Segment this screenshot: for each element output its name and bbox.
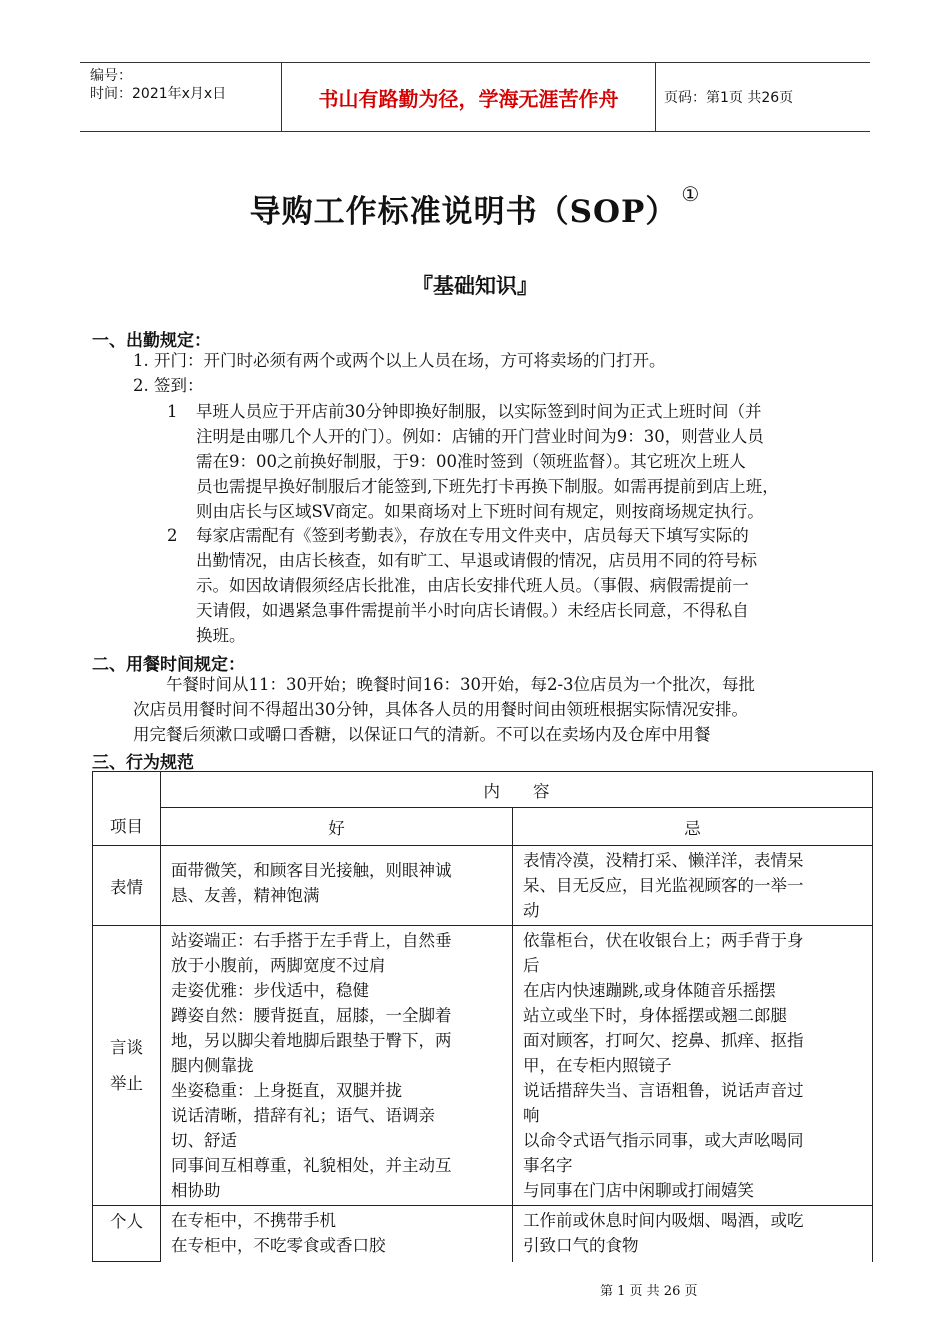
bad-line: 引致口气的食物 xyxy=(523,1236,639,1255)
header-item-cell: 项目 xyxy=(93,772,161,846)
good-line: 腿内侧靠拢 xyxy=(171,1056,254,1075)
sub2-line: 换班。 xyxy=(196,626,246,645)
bad-line: 工作前或休息时间内吸烟、喝酒，或吃 xyxy=(523,1211,804,1230)
bad-line: 站立或坐下时，身体摇摆或翘二郎腿 xyxy=(523,1006,787,1025)
category-text: 举止 xyxy=(110,1073,143,1093)
header-meta xyxy=(90,67,280,103)
bad-line: 响 xyxy=(523,1106,540,1125)
sub1-line: 则由店长与区域SV商定。如果商场对上下班时间有规定，则按商场规定执行。 xyxy=(196,502,764,521)
section2-line: 次店员用餐时间不得超出30分钟，具体各人员的用餐时间由领班根据实际情况安排。 xyxy=(133,700,748,719)
bad-line: 表情冷漠，没精打采、懒洋洋，表情呆 xyxy=(523,851,804,870)
section2-line: 用完餐后须漱口或嚼口香糖，以保证口气的清新。不可以在卖场内及仓库中用餐 xyxy=(133,725,711,744)
page-header xyxy=(80,62,870,132)
good-line: 走姿优雅：步伐适中，稳健 xyxy=(171,981,369,1000)
section1-item2: 2. 签到： xyxy=(133,376,204,395)
good-line: 说话清晰，措辞有礼；语气、语调亲 xyxy=(171,1106,435,1125)
sub1-line: 早班人员应于开店前30分钟即换好制服，以实际签到时间为正式上班时间（并 xyxy=(196,402,762,421)
sub1-line: 员也需提早换好制服后才能签到,下班先打卡再换下制服。如需再提前到店上班， xyxy=(196,477,779,496)
good-line: 相协助 xyxy=(171,1181,221,1200)
time-label: 时间：2021年x月x日 xyxy=(90,86,227,102)
bad-line: 后 xyxy=(523,956,540,975)
header-good-cell: 好 xyxy=(161,808,513,846)
number-label: 编号： xyxy=(90,68,132,84)
sub1-number: 1 xyxy=(167,402,178,421)
bad-line: 依靠柜台，伏在收银台上；两手背于身 xyxy=(523,931,804,950)
sub2-number: 2 xyxy=(167,526,178,545)
section2-line: 午餐时间从11：30开始；晚餐时间16：30开始，每2-3位店员为一个批次，每批 xyxy=(166,675,756,694)
table-row xyxy=(93,1206,873,1262)
section1-heading: 一、出勤规定： xyxy=(92,331,211,351)
page-footer: 第 1 页 共 26 页 xyxy=(600,1284,698,1299)
sub1-line: 需在9：00之前换好制服，于9：00准时签到（领班监督）。其它班次上班人 xyxy=(196,452,746,471)
category-text: 表情 xyxy=(110,877,143,897)
row-bad xyxy=(513,1206,873,1262)
row-good xyxy=(161,926,513,1206)
sub1-line: 注明是由哪几个人开的门）。例如：店铺的开门营业时间为9：30，则营业人员 xyxy=(196,427,764,446)
good-line: 在专柜中，不吃零食或香口胶 xyxy=(171,1236,386,1255)
table-subheader-row xyxy=(93,808,873,846)
table-row xyxy=(93,926,873,1206)
header-bad-cell: 忌 xyxy=(513,808,873,846)
table-header-row xyxy=(93,772,873,808)
row-bad xyxy=(513,846,873,926)
header-page-info: 页码：第1页 共26页 xyxy=(664,90,794,106)
behavior-table xyxy=(92,771,873,1262)
category-text: 言谈 xyxy=(110,1037,143,1057)
bad-line: 呆、目无反应，目光监视顾客的一举一 xyxy=(523,876,804,895)
header-content-cell: 内 容 xyxy=(161,772,873,808)
bad-line: 甲，在专柜内照镜子 xyxy=(523,1056,672,1075)
sub2-line: 天请假，如遇紧急事件需提前半小时向店长请假。）未经店长同意，不得私自 xyxy=(196,601,749,620)
section3-heading: 三、行为规范 xyxy=(92,753,194,773)
good-line: 同事间互相尊重，礼貌相处，并主动互 xyxy=(171,1156,452,1175)
sub2-line: 示。如因故请假须经店长批准，由店长安排代班人员。（事假、病假需提前一 xyxy=(196,576,749,595)
header-motto: 书山有路勤为径，学海无涯苦作舟 xyxy=(281,63,656,131)
good-line: 恳、友善，精神饱满 xyxy=(171,886,320,905)
bad-line: 与同事在门店中闲聊或打闹嬉笑 xyxy=(523,1181,754,1200)
bad-line: 在店内快速蹦跳,或身体随音乐摇摆 xyxy=(523,981,776,1000)
row-category xyxy=(93,1206,161,1262)
sub1-paragraph xyxy=(196,399,871,524)
good-line: 放于小腹前，两脚宽度不过肩 xyxy=(171,956,386,975)
bad-line: 事名字 xyxy=(523,1156,573,1175)
good-line: 站姿端正：右手搭于左手背上，自然垂 xyxy=(171,931,452,950)
sub2-paragraph xyxy=(196,523,871,648)
category-text: 个人 xyxy=(110,1212,143,1231)
sub2-line: 出勤情况，由店长核查，如有旷工、早退或请假的情况，店员用不同的符号标 xyxy=(196,551,757,570)
row-good xyxy=(161,846,513,926)
bad-line: 面对顾客，打呵欠、挖鼻、抓痒、抠指 xyxy=(523,1031,804,1050)
row-good xyxy=(161,1206,513,1262)
bad-line: 以命令式语气指示同事，或大声吆喝同 xyxy=(523,1131,804,1150)
sub2-line: 每家店需配有《签到考勤表》，存放在专用文件夹中，店员每天下填写实际的 xyxy=(196,526,749,545)
section2-heading: 二、用餐时间规定： xyxy=(92,655,245,675)
row-category xyxy=(93,926,161,1206)
good-line: 面带微笑，和顾客目光接触，则眼神诚 xyxy=(171,861,452,880)
row-bad xyxy=(513,926,873,1206)
good-line: 坐姿稳重：上身挺直，双腿并拢 xyxy=(171,1081,402,1100)
row-category xyxy=(93,846,161,926)
good-line: 地，另以脚尖着地脚后跟垫于臀下，两 xyxy=(171,1031,452,1050)
section2-paragraph xyxy=(133,672,873,747)
title-text: 导购工作标准说明书（SOP） xyxy=(249,194,678,230)
good-line: 蹲姿自然：腰背挺直，屈膝，一全脚着 xyxy=(171,1006,452,1025)
section1-item1: 1. 开门：开门时必须有两个或两个以上人员在场，方可将卖场的门打开。 xyxy=(133,351,666,370)
good-line: 在专柜中，不携带手机 xyxy=(171,1211,336,1230)
bad-line: 说话措辞失当、言语粗鲁，说话声音过 xyxy=(523,1081,804,1100)
title-footnote-mark: ① xyxy=(681,182,701,206)
good-line: 切、舒适 xyxy=(171,1131,237,1150)
bad-line: 动 xyxy=(523,901,540,920)
document-subtitle: 『基础知识』 xyxy=(412,273,538,298)
document-title xyxy=(0,182,950,231)
table-row xyxy=(93,846,873,926)
